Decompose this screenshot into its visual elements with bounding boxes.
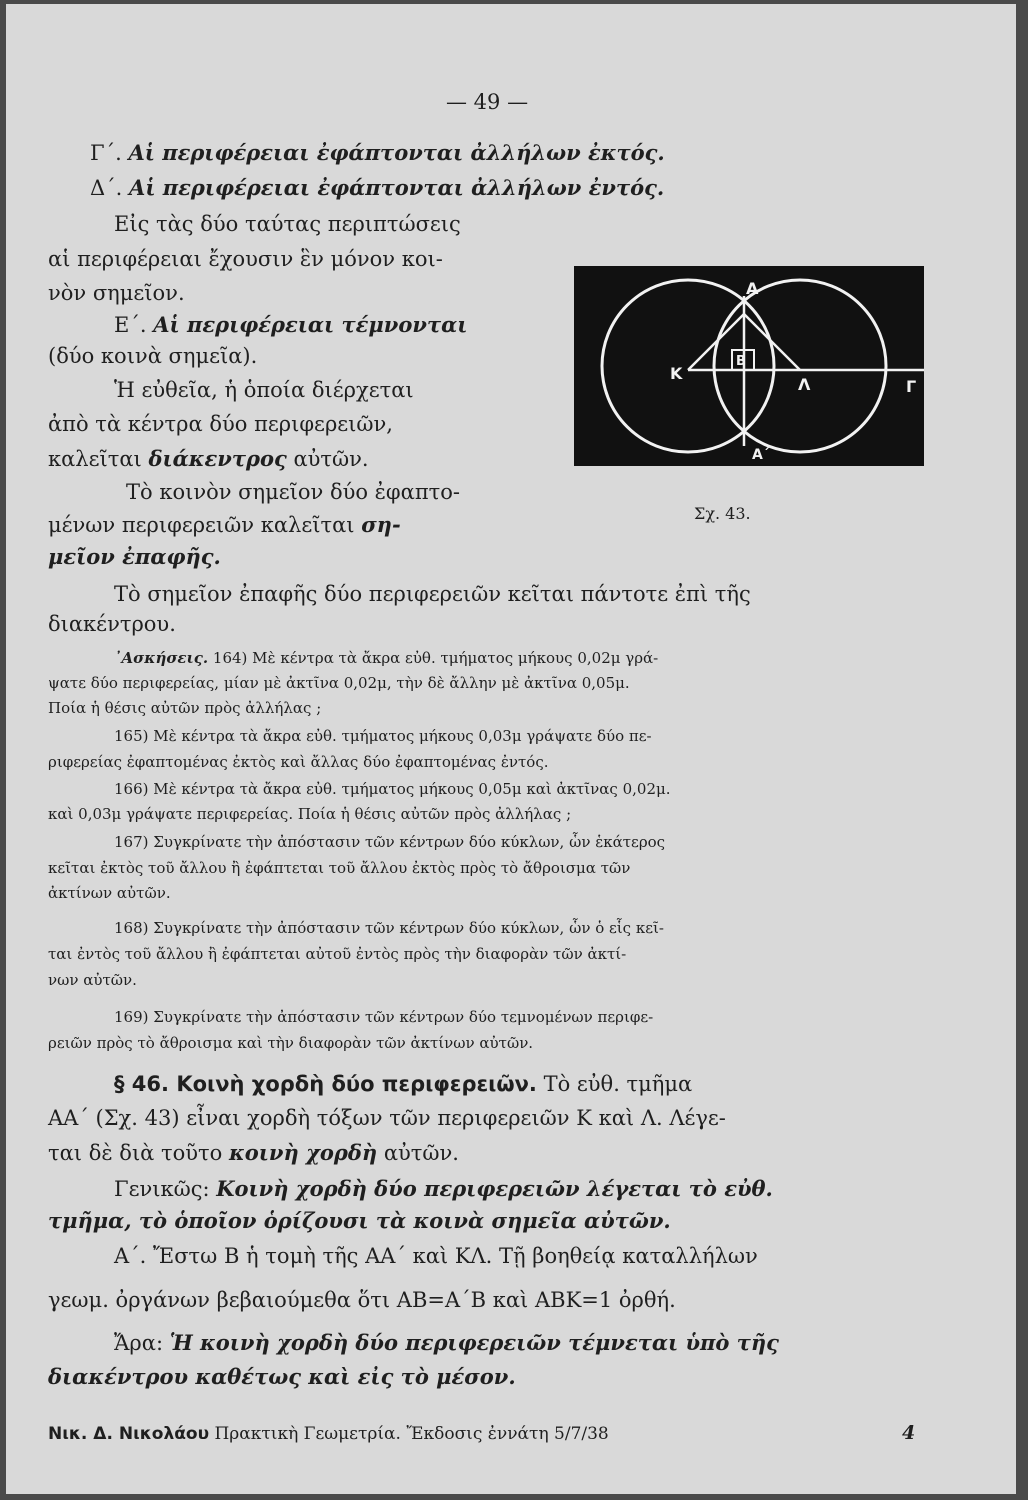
exercise-line: ρειῶν πρὸς τὸ ἄθροισμα καὶ τὴν διαφορὰν τῶν ἀκτίνων αὐτῶν. [48, 1034, 534, 1052]
case-g-label: Γ΄. [90, 141, 122, 165]
general-text: Κοινὴ χορδὴ δύο περιφερειῶν λέγεται τὸ εὐθ. [216, 1176, 773, 1201]
intro-line: νὸν σημεῖον. [48, 281, 185, 305]
section-46-pre: ται δὲ διὰ τοῦτο [48, 1141, 223, 1165]
diakentros-post: αὐτῶν. [293, 447, 369, 471]
label-b: Β [736, 354, 746, 369]
intro-line: Εἰς τὰς δύο ταύτας περιπτώσεις [114, 212, 461, 236]
exercise-164-start: 164) Μὲ κέντρα τὰ ἄκρα εὐθ. τμήματος μήκους 0,02μ γρά- [212, 649, 659, 667]
figure-43 [574, 266, 924, 466]
exercise-line: ται ἐντὸς τοῦ ἄλλου ἢ ἐφάπτεται αὐτοῦ ἐντὸς πρὸς τὴν διαφορὰν τῶν ἀκτί- [48, 945, 627, 963]
section-46-heading: § 46. Κοινὴ χορδὴ δύο περιφερειῶν. [114, 1072, 537, 1096]
segment-a-l [744, 314, 800, 370]
conclusion-line [114, 1330, 779, 1355]
label-a: Α [746, 279, 759, 298]
exercise-line: ἀκτίνων αὐτῶν. [48, 884, 171, 902]
section-46-term: κοινὴ χορδὴ [229, 1140, 378, 1165]
general-line: τμῆμα, τὸ ὁποῖον ὁρίζουσι τὰ κοινὰ σημεῖα αὐτῶν. [48, 1208, 671, 1233]
footer-author: Νικ. Δ. Νικολάου [48, 1424, 210, 1444]
rule-line: Τὸ σημεῖον ἐπαφῆς δύο περιφερειῶν κεῖται πάντοτε ἐπὶ τῆς [114, 582, 751, 606]
diakentros-line: ἀπὸ τὰ κέντρα δύο περιφερειῶν, [48, 412, 393, 436]
label-g: Γ [906, 377, 917, 396]
exercise-line: ριφερείας ἐφαπτομένας ἐκτὸς καὶ ἄλλας δύο ἐφαπτομένας ἐντός. [48, 753, 549, 771]
contact-term: ση- [361, 512, 401, 537]
case-d-text: Αἱ περιφέρειαι ἐφάπτονται ἀλλήλων ἐντός. [129, 175, 665, 200]
proof-line: γεωμ. ὀργάνων βεβαιούμεθα ὅτι ΑΒ=Α΄Β καὶ ΑΒΚ=1 ὀρθή. [48, 1288, 676, 1312]
page-number: — 49 — [446, 90, 529, 114]
figure-43-diagram [574, 266, 924, 466]
section-46-post: αὐτῶν. [383, 1141, 459, 1165]
case-g-text: Αἱ περιφέρειαι ἐφάπτονται ἀλλήλων ἐκτός. [128, 140, 665, 165]
exercise-line: ψατε δύο περιφερείας, μίαν μὲ ἀκτῖνα 0,02μ, τὴν δὲ ἄλλην μὲ ἀκτῖνα 0,05μ. [48, 674, 630, 692]
case-g [90, 140, 665, 165]
book-page [6, 4, 1016, 1494]
footer-book: Πρακτικὴ Γεωμετρία. Ἔκδοσις ἐννάτη 5/7/38 [214, 1424, 609, 1444]
exercises-heading: ᾿Ασκήσεις. [114, 649, 209, 667]
conclusion-line: διακέντρου καθέτως καὶ εἰς τὸ μέσον. [48, 1364, 516, 1389]
exercise-line: κεῖται ἐκτὸς τοῦ ἄλλου ἢ ἐφάπτεται τοῦ ἄλλου ἐκτὸς πρὸς τὸ ἄθροισμα τῶν [48, 859, 631, 877]
exercise-line: 168) Συγκρίνατε τὴν ἀπόστασιν τῶν κέντρων δύο κύκλων, ὧν ὁ εἷς κεῖ- [114, 919, 664, 937]
conclusion-text: Ἡ κοινὴ χορδὴ δύο περιφερειῶν τέμνεται ὑπὸ τῆς [169, 1330, 779, 1355]
general-pre: Γενικῶς: [114, 1177, 210, 1201]
diakentros-line: Ἡ εὐθεῖα, ἡ ὁποία διέρχεται [114, 378, 414, 402]
label-a-prime: Α΄ [752, 447, 770, 463]
diakentros-line [48, 446, 369, 471]
exercise-line: νων αὐτῶν. [48, 971, 137, 989]
case-d [90, 175, 664, 200]
section-46-line: ΑΑ΄ (Σχ. 43) εἶναι χορδὴ τόξων τῶν περιφερειῶν Κ καὶ Λ. Λέγε- [48, 1106, 726, 1130]
exercise-line: 167) Συγκρίνατε τὴν ἀπόστασιν τῶν κέντρων δύο κύκλων, ὧν ἑκάτερος [114, 833, 666, 851]
conclusion-pre: Ἄρα: [114, 1331, 164, 1355]
diakentros-pre: καλεῖται [48, 447, 142, 471]
contact-line [48, 512, 401, 537]
diakentros-term: διάκεντρος [148, 446, 287, 471]
section-46-line [114, 1072, 692, 1096]
footer [48, 1424, 609, 1444]
footer-sheet: 4 [902, 1422, 916, 1444]
case-d-label: Δ΄. [90, 176, 123, 200]
section-46-tail: Τὸ εὐθ. τμῆμα [543, 1072, 693, 1096]
contact-line: Τὸ κοινὸν σημεῖον δύο ἐφαπτο- [126, 480, 460, 504]
rule-line: διακέντρου. [48, 612, 176, 636]
exercise-line: Ποία ἡ θέσις αὐτῶν πρὸς ἀλλήλας ; [48, 699, 322, 717]
contact-term-end: μεῖον ἐπαφῆς. [48, 544, 221, 569]
general-line [114, 1176, 773, 1201]
case-e [114, 312, 467, 337]
intro-line: αἱ περιφέρειαι ἔχουσιν ἓν μόνον κοι- [48, 247, 443, 271]
section-46-line [48, 1140, 459, 1165]
figure-caption: Σχ. 43. [694, 504, 751, 523]
exercise-line: καὶ 0,03μ γράψατε περιφερείας. Ποία ἡ θέσις αὐτῶν πρὸς ἀλλήλας ; [48, 805, 572, 823]
exercise-line: 165) Μὲ κέντρα τὰ ἄκρα εὐθ. τμήματος μήκους 0,03μ γράψατε δύο πε- [114, 727, 652, 745]
proof-line: Α΄. Ἔστω Β ἡ τομὴ τῆς ΑΑ΄ καὶ ΚΛ. Τῇ βοηθείᾳ καταλλήλων [114, 1244, 758, 1268]
case-e-paren: (δύο κοινὰ σημεῖα). [48, 344, 258, 368]
exercise-line [114, 649, 658, 667]
exercise-line: 169) Συγκρίνατε τὴν ἀπόστασιν τῶν κέντρων δύο τεμνομένων περιφε- [114, 1008, 654, 1026]
contact-pre: μένων περιφερειῶν καλεῖται [48, 513, 355, 537]
label-k: Κ [670, 364, 683, 383]
label-l: Λ [798, 375, 811, 394]
case-e-text: Αἱ περιφέρειαι τέμνονται [153, 312, 468, 337]
circle-k [602, 280, 774, 452]
case-e-label: Ε΄. [114, 313, 147, 337]
exercise-line: 166) Μὲ κέντρα τὰ ἄκρα εὐθ. τμήματος μήκους 0,05μ καὶ ἀκτῖνας 0,02μ. [114, 780, 671, 798]
